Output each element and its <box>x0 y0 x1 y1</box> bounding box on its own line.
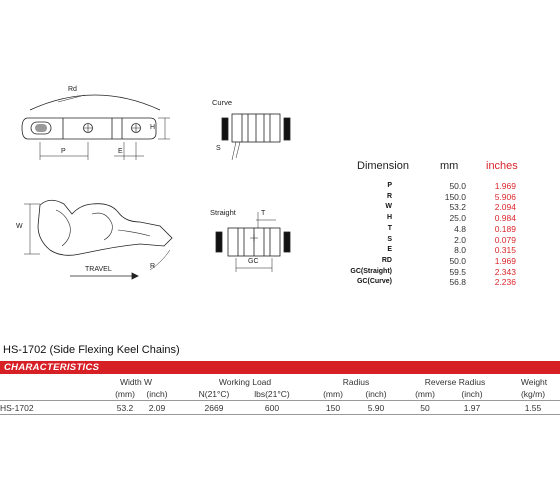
p-label: P <box>61 148 66 155</box>
radius-header: Radius <box>342 377 370 387</box>
dimension-inch-value: 0.189 <box>494 223 516 234</box>
reverse-radius-header: Reverse Radius <box>424 377 486 387</box>
dimension-symbol: S <box>387 235 392 243</box>
width-inch-unit: (inch) <box>146 389 168 399</box>
dimension-inch-value: 5.906 <box>494 191 516 202</box>
dimension-symbol: H <box>386 214 392 222</box>
dimension-row <box>330 213 550 224</box>
dimension-mm-value: 56.8 <box>449 277 466 288</box>
dimension-row <box>330 267 550 278</box>
mm-header: mm <box>440 160 459 172</box>
dimension-inch-value: 0.079 <box>494 234 516 245</box>
load-lbs-unit: lbs(21°C) <box>254 389 290 399</box>
radius-mm-unit: (mm) <box>323 389 343 399</box>
dimension-symbol: GC(Straight) <box>350 267 392 275</box>
width-mm-unit: (mm) <box>115 389 135 399</box>
working-load-header: Working Load <box>218 377 272 387</box>
spec-width-inch: 2.09 <box>148 403 166 413</box>
dimension-row <box>330 277 550 288</box>
s-label: S <box>216 145 221 152</box>
dimension-inch-value: 2.236 <box>494 277 516 288</box>
e-label: E <box>118 148 123 155</box>
dimension-inch-value: 1.969 <box>494 181 516 191</box>
side-link-outline <box>38 200 172 255</box>
dimension-mm-value: 25.0 <box>449 213 466 224</box>
dimension-mm-value: 59.5 <box>449 266 466 277</box>
curve-view-title: Curve <box>212 98 233 107</box>
rev-mm-unit: (mm) <box>415 389 435 399</box>
width-header: Width W <box>119 377 153 387</box>
t-label: T <box>261 210 266 217</box>
spec-radius-mm: 150 <box>325 403 341 413</box>
dimension-symbol: GC(Curve) <box>356 278 392 286</box>
spec-row-divider <box>0 414 560 415</box>
rd-label: Rd <box>68 86 77 93</box>
spec-radius-inch: 5.90 <box>367 403 385 413</box>
w-label: W <box>16 223 23 230</box>
spec-header-divider <box>0 400 560 401</box>
dimension-symbol: R <box>386 192 392 200</box>
weight-unit: (kg/m) <box>520 389 546 399</box>
dimension-symbol: E <box>387 246 392 254</box>
spec-rev-inch: 1.97 <box>463 403 481 413</box>
spec-load-lbs: 600 <box>264 403 280 413</box>
spec-weight: 1.55 <box>524 403 542 413</box>
radius-inch-unit: (inch) <box>365 389 387 399</box>
characteristics-label: CHARACTERISTICS <box>4 362 100 373</box>
characteristics-bar <box>0 361 560 374</box>
dimension-row <box>330 235 550 246</box>
product-title: HS-1702 (Side Flexing Keel Chains) <box>3 344 180 356</box>
dimension-symbol: W <box>385 203 392 211</box>
rd-arc <box>30 95 160 110</box>
dimension-header: Dimension <box>357 160 409 172</box>
dimension-inch-value: 0.315 <box>494 245 516 256</box>
straight-view-title: Straight <box>210 208 236 217</box>
dimension-row <box>330 245 550 256</box>
dimension-inch-value: 2.343 <box>494 266 516 277</box>
dimension-inch-value: 1.969 <box>494 255 516 266</box>
dimension-mm-value: 50.0 <box>449 181 466 191</box>
dimension-row <box>330 202 550 213</box>
dimension-mm-value: 4.8 <box>454 223 466 234</box>
spec-load-n: 2669 <box>204 403 224 413</box>
dimension-row <box>330 224 550 235</box>
gc-label: GC <box>248 258 259 265</box>
load-n-unit: N(21°C) <box>198 389 230 399</box>
dimension-mm-value: 150.0 <box>444 191 466 202</box>
dimension-inch-value: 2.094 <box>494 202 516 213</box>
dimension-row <box>330 181 550 192</box>
inches-header: inches <box>486 160 518 172</box>
r-label: R <box>150 263 156 270</box>
dimension-mm-value: 2.0 <box>454 234 466 245</box>
dimension-mm-value: 53.2 <box>449 202 466 213</box>
spec-model: HS-1702 <box>0 403 34 413</box>
dimension-symbol: T <box>387 224 392 232</box>
dimension-symbol: P <box>387 182 392 189</box>
travel-label: TRAVEL <box>85 266 112 273</box>
rev-inch-unit: (inch) <box>461 389 483 399</box>
dimension-inch-value: 0.984 <box>494 213 516 224</box>
h-label: H <box>150 124 156 131</box>
spec-rev-mm: 50 <box>420 403 430 413</box>
dimension-symbol: RD <box>381 256 392 264</box>
spec-width-mm: 53.2 <box>116 403 134 413</box>
dimension-mm-value: 8.0 <box>454 245 466 256</box>
dimension-mm-value: 50.0 <box>449 255 466 266</box>
dimension-row <box>330 192 550 203</box>
weight-header: Weight <box>520 377 548 387</box>
dimension-row <box>330 256 550 267</box>
